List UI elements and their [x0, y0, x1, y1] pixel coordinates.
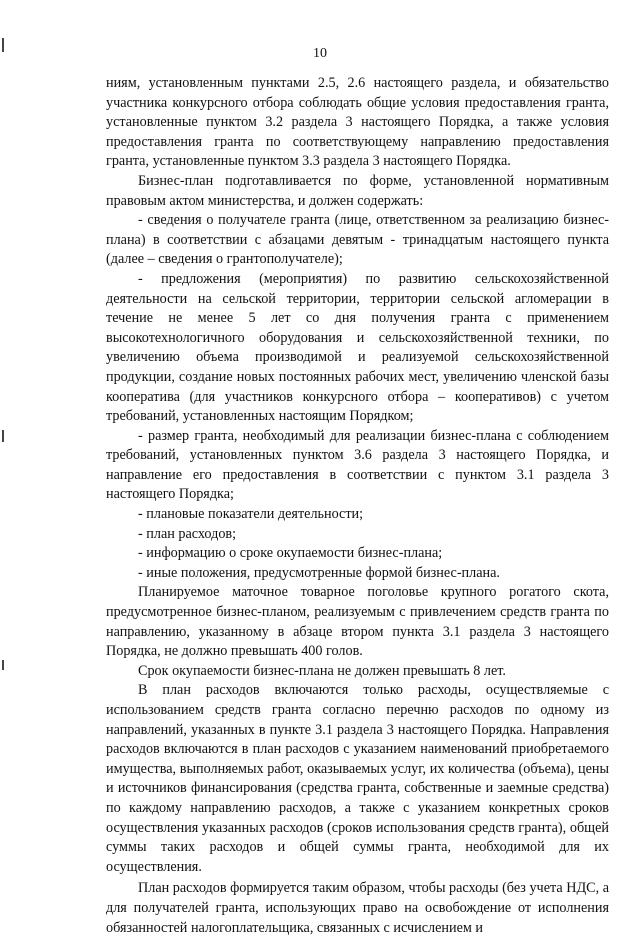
paragraph-livestock: Планируемое маточное товарное поголовье крупного рогатого скота, предусмотренное бизнес-планом, реализуемым с привлечением средств гранта по направлению, указанному в абзаце втором пункта 3.1 раздела 3 настоящего Порядка, не должно превышать 400 голов.: [106, 584, 609, 660]
paragraph-expense-formation: План расходов формируется таким образом, чтобы расходы (без учета НДС, а для получателей гранта, использующих право на освобождение от исполнения обязанностей налогоплательщика, связанных с исчислением и: [106, 880, 609, 936]
paragraph-expense-plan: В план расходов включаются только расходы, осуществляемые с использованием средств гранта согласно перечню расходов по одному из направлений, указанных в пункте 3.1 раздела 3 настоящего Порядка. Направления расходов включаются в план расходов с указанием наименований приобретаемого имущества, выполняемых работ, оказываемых услуг, их количества (объема), цены и источников финансирования (средства гранта, собственные и заемные средства) по каждому направлению расходов, а также с указанием конкретных сроков осуществления указанных расходов (сроков использования средств гранта), общей суммы таких расходов и общей суммы гранта, необходимой для их осуществления.: [106, 682, 609, 875]
list-item-indicators: - плановые показатели деятельности;: [138, 506, 364, 523]
scan-edge-mark: [2, 430, 4, 442]
paragraph-payback: Срок окупаемости бизнес-плана не должен превышать 8 лет.: [138, 662, 506, 679]
list-item-other: - иные положения, предусмотренные формой бизнес-плана.: [138, 564, 500, 581]
list-item-recipient-info: - сведения о получателе гранта (лице, ответственном за реализацию бизнес-плана) в соответствии с абзацами девятым - тринадцатым настоящего пункта (далее – сведения о грантополучателе);: [106, 212, 609, 268]
list-item-proposals: - предложения (мероприятия) по развитию сельскохозяйственной деятельности на сельской территории, территории сельской агломерации в течение не менее 5 лет со дня получения гранта с применением высокотехнологичного оборудования и сельскохозяйственной техники, по увеличению объема производимой и реализуемой сельскохозяйственной продукции, создание новых постоянных рабочих мест, увеличению членской базы кооператива (для участников конкурсного отбора – кооперативов) с учетом требований, установленных настоящим Порядком;: [106, 270, 609, 425]
scan-edge-mark: [2, 660, 4, 670]
paragraph-continuation: ниям, установленным пунктами 2.5, 2.6 настоящего раздела, и обязательство участника конкурсного отбора соблюдать общие условия предоставления гранта, установленные пунктом 3.2 раздела 3 настоящего Порядка, а также условия предоставления гранта по соответствующему направлению предоставления гранта, установленные пунктом 3.3 раздела 3 настоящего Порядка.: [106, 75, 609, 170]
list-item-payback-info: - информацию о сроке окупаемости бизнес-плана;: [138, 545, 443, 562]
list-item-expense-plan: - план расходов;: [138, 525, 237, 542]
paragraph-business-plan: Бизнес-план подготавливается по форме, установленной нормативным правовым актом министерства, и должен содержать:: [106, 172, 609, 209]
list-item-grant-size: - размер гранта, необходимый для реализации бизнес-плана с соблюдением требований, установленных пунктом 3.6 раздела 3 настоящего Порядка, и направление его предоставления в соответствии с пунктом 3.1 раздела 3 настоящего Порядка;: [106, 427, 609, 503]
document-body: [106, 74, 609, 938]
page-number: 10: [313, 46, 327, 61]
